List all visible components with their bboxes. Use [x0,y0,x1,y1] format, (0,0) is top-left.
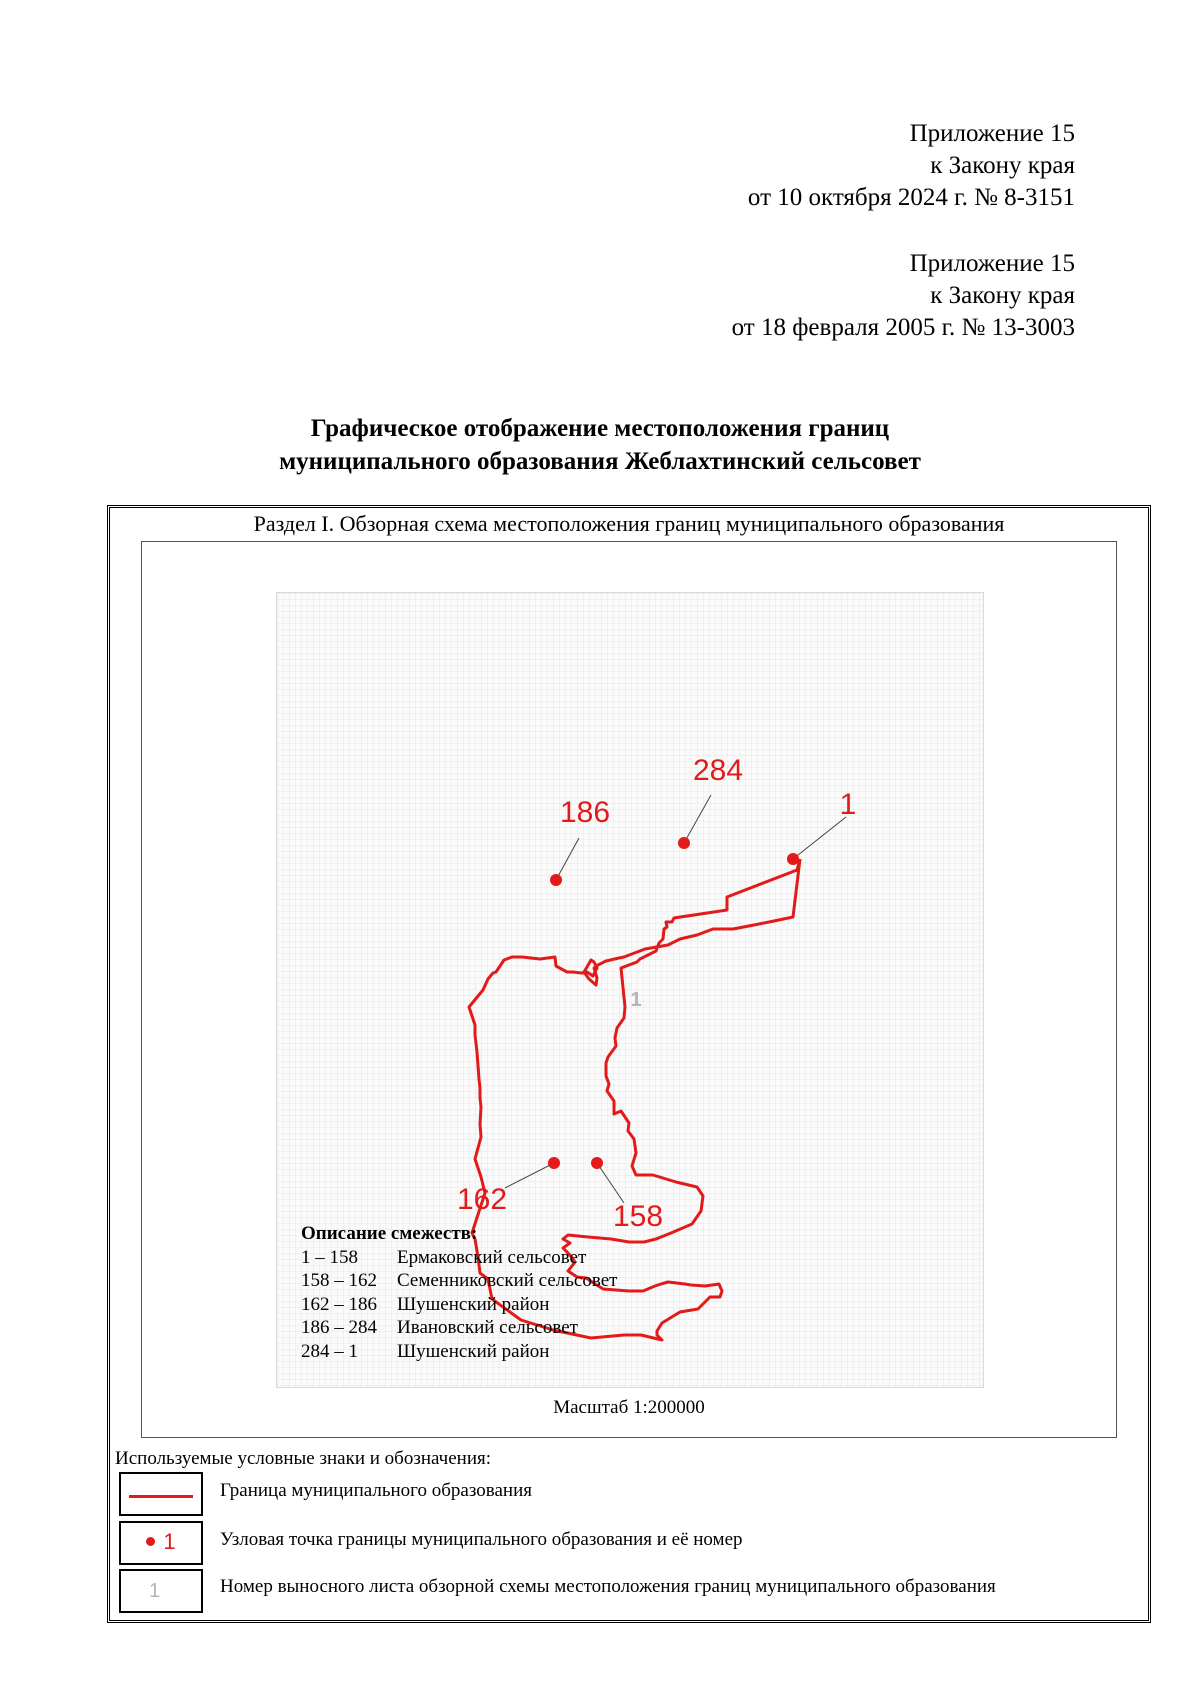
appendix-law-ref: к Закону края [930,282,1075,309]
appendix-law-date: от 10 октября 2024 г. № 8-3151 [747,184,1075,211]
legend-symbol-sheet-number [119,1569,203,1613]
adjacency-range: 186 – 284 [301,1317,377,1338]
red-line-icon [129,1495,193,1498]
adjacency-range: 1 – 158 [301,1246,358,1268]
document-title-line-2: муниципального образования Жеблахтинский сельсовет [279,448,921,475]
node-point-158 [591,1157,603,1169]
appendix-law-date: от 18 февраля 2005 г. № 13-3003 [731,314,1075,341]
legend-label-sheet-number: Номер выносного листа обзорной схемы местоположения границ муниципального образования [220,1576,996,1597]
legend-label-node-point: Узловая точка границы муниципального образования и её номер [220,1529,743,1550]
adjacency-name: Шушенский район [397,1340,550,1362]
node-leader-line [556,838,579,880]
node-point-label-162: 162 [456,1183,508,1216]
document-title-line-1: Графическое отображение местоположения границ [310,415,890,442]
adjacency-name: Семенниковский сельсовет [397,1270,618,1291]
adjacency-row [301,1269,617,1293]
adjacency-row [301,1293,617,1317]
node-leader-line [505,1163,554,1188]
map-scale: Масштаб 1:200000 [553,1397,705,1418]
appendix-law-ref: к Закону края [930,152,1075,179]
adjacency-range: 162 – 186 [301,1293,377,1315]
node-leader-line [597,1163,624,1203]
sheet-number-label: 1 [630,989,642,1011]
legend-node-sample-number: 1 [163,1529,176,1554]
adjacency-name: Ивановский сельсовет [397,1317,578,1338]
adjacency-name: Шушенский район [397,1293,550,1315]
node-leader-line [793,817,846,859]
node-point-label-1: 1 [839,788,857,821]
node-point-186 [550,874,562,886]
node-point-label-186: 186 [559,796,611,829]
node-point-284 [678,837,690,849]
adjacency-row [301,1246,617,1270]
legend-heading: Используемые условные знаки и обозначения: [115,1448,492,1469]
node-point-1 [787,853,799,865]
adjacency-row [301,1340,617,1364]
adjacency-range: 158 – 162 [301,1270,377,1291]
appendix-number: Приложение 15 [909,120,1075,147]
appendix-number: Приложение 15 [909,250,1075,277]
adjacency-name: Ермаковский сельсовет [397,1246,587,1268]
sheet-number-icon: 1 [149,1580,161,1602]
node-leader-line [684,795,711,843]
node-point-162 [548,1157,560,1169]
red-node-point-icon [121,1529,201,1555]
legend-symbol-boundary [119,1472,203,1516]
node-point-label-158: 158 [612,1200,664,1233]
node-point-label-284: 284 [692,754,744,787]
adjacency-range: 284 – 1 [301,1340,358,1362]
adjacency-row [301,1316,617,1340]
legend-symbol-node-point [119,1521,203,1565]
adjacency-description [301,1222,617,1363]
adjacency-heading: Описание смежеств: [301,1223,478,1244]
section-title: Раздел I. Обзорная схема местоположения границ муниципального образования [253,511,1005,536]
legend-label-boundary: Граница муниципального образования [220,1480,532,1501]
